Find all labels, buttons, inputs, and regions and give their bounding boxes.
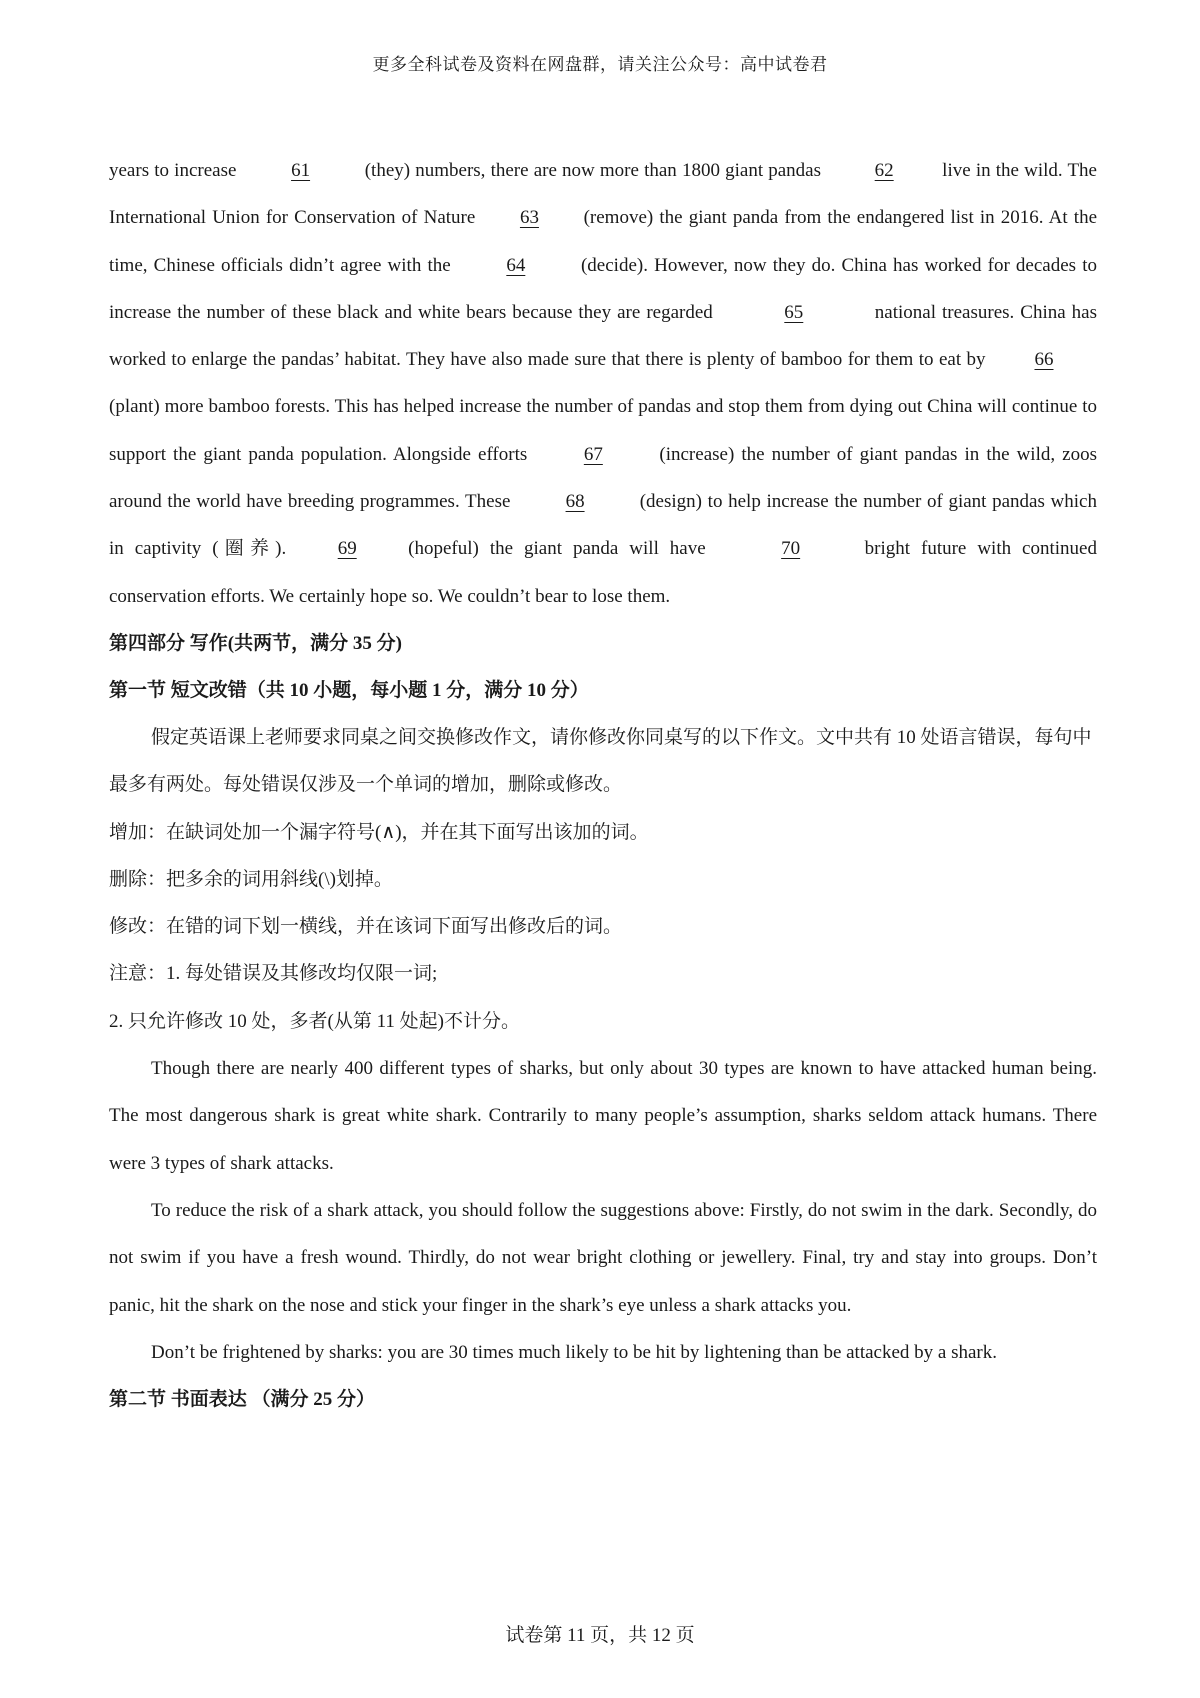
blank-68: 68 bbox=[565, 491, 585, 513]
blank-63: 63 bbox=[519, 207, 539, 229]
passage-text: live in the wild. The International Union for Conservation of Nature bbox=[109, 160, 1097, 229]
blank-67: 67 bbox=[583, 443, 603, 465]
add-rule: 增加：在缺词处加一个漏字符号(∧)，并在其下面写出该加的词。 bbox=[109, 821, 649, 843]
note-2: 2. 只允许修改 10 处，多者(从第 11 处起)不计分。 bbox=[109, 1010, 520, 1032]
note-1: 注意：1. 每处错误及其修改均仅限一词; bbox=[109, 963, 438, 985]
passage-paragraph bbox=[109, 147, 1097, 620]
essay-paragraph-1: Though there are nearly 400 different types of sharks, but only about 30 types are known to have attacked human being. The most dangerous shark is great white shark. Contrarily to many people’s assumption, sharks seldom attack humans. There were 3 types of shark attacks. bbox=[109, 1058, 1097, 1174]
essay-paragraph-2: To reduce the risk of a shark attack, you should follow the suggestions above: Firstly, do not swim in the dark. Secondly, do not swim if you have a fresh wound. Thirdly, do not wear bright clothing or jewellery. Final, try and stay into groups. Don’t panic, hit the shark on the nose and stick your finger in the shark’s eye unless a shark attacks you. bbox=[109, 1199, 1097, 1316]
passage-text: (plant) more bamboo forests. This has helped increase the number of pandas and stop them from dying out China will continue to support the giant panda population. Alongside efforts bbox=[109, 396, 1097, 465]
part4-title: 第四部分 写作(共两节，满分 35 分) bbox=[109, 632, 402, 654]
essay-paragraph-3: Don’t be frightened by sharks: you are 30 times much likely to be hit by lightening than be attacked by a shark. bbox=[151, 1341, 998, 1363]
blank-62: 62 bbox=[874, 160, 894, 181]
passage-text: bright future with continued conservation efforts. We certainly hope so. We couldn’t bear to lose them. bbox=[109, 538, 1097, 607]
section2-title: 第二节 书面表达 （满分 25 分） bbox=[109, 1389, 376, 1411]
blank-66: 66 bbox=[1034, 349, 1054, 371]
header-notice: 更多全科试卷及资料在网盘群，请关注公众号：高中试卷君 bbox=[372, 55, 828, 74]
instruction-text: 假定英语课上老师要求同桌之间交换修改作文，请你修改你同桌写的以下作文。文中共有 10 处语言错误，每句中最多有两处。每处错误仅涉及一个单词的增加，删除或修改。 bbox=[109, 726, 1092, 796]
blank-65: 65 bbox=[784, 301, 804, 323]
blank-64: 64 bbox=[506, 254, 526, 276]
modify-rule: 修改：在错的词下划一横线，并在该词下面写出修改后的词。 bbox=[109, 916, 623, 938]
section1-title: 第一节 短文改错（共 10 小题，每小题 1 分，满分 10 分） bbox=[109, 679, 589, 701]
page-number: 试卷第 11 页，共 12 页 bbox=[505, 1625, 695, 1646]
passage-text: (remove) the giant panda from the endangered list in 2016. At the time, Chinese officials didn’t agree with the bbox=[109, 207, 1097, 276]
passage-text: national treasures. China has worked to enlarge the pandas’ habitat. They have also made sure that there is plenty of bamboo for them to eat by bbox=[109, 301, 1098, 371]
passage-text: (decide). However, now they do. China has worked for decades to increase the number of these black and white bears because they are regarded bbox=[109, 254, 1097, 323]
blank-61: 61 bbox=[291, 160, 311, 181]
passage-text: (increase) the number of giant pandas in the wild, zoos around the world have breeding programmes. These bbox=[109, 443, 1098, 513]
blank-69: 69 bbox=[337, 538, 357, 560]
passage-text: (design) to help increase the number of giant pandas which in captivity (圈养). bbox=[109, 491, 1097, 560]
page-content bbox=[109, 147, 1097, 1423]
passage-text: (they) numbers, there are now more than 1800 giant pandas bbox=[359, 160, 827, 181]
passage-text: years to increase bbox=[109, 160, 242, 181]
passage-text: (hopeful) the giant panda will have bbox=[397, 538, 717, 560]
blank-70: 70 bbox=[781, 538, 801, 560]
delete-rule: 删除：把多余的词用斜线(\)划掉。 bbox=[109, 868, 393, 890]
